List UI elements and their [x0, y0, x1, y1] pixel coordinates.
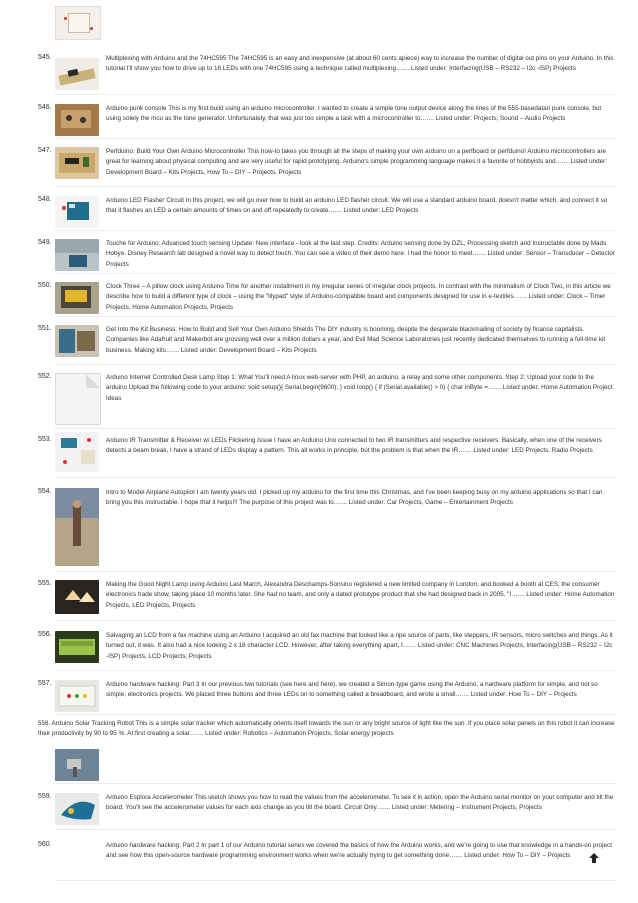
item-description: Arduino IR Transmitter & Receiver w/ LEDs Flickering Issue I have an Arduino Uno connected to two IR transmitters and respective receivers. Basically, when one of the receivers detects a beam break, I have a strand of LEDs display a pattern. This all works in principle, but the problem is that when the IR….... Listed under: LED Projects, Radio Projects — [106, 437, 602, 455]
item-description: Touche for Arduino: Advanced touch sensing Update: New interface - look at the last step. Credits: Arduino sensing done by DZL, Processing sketch and Instructable done by Mads Hobye. Disney Research lab designed a novel way to detect touch. You can see a video of their demo here: I had the honor to meet….... Listed under: Sensor – Transducer – Detector Projects — [106, 240, 615, 268]
divider — [55, 477, 616, 478]
thumbnail[interactable] — [55, 631, 99, 663]
thumbnail[interactable] — [55, 488, 99, 566]
divider — [55, 273, 616, 274]
item-description: Salvaging an LCD from a fax machine using an Arduino I acquired an old fax machine that looked like a ripe source of parts, like steppers, IR sensors, micro switches and things. As it turned out, it was. It also had a nice looking 2 x 16 character LCD. However, after taking everything apart, I….... Listed under: CNC Machines Projects, Interfacing(USB – RS232 – I2c -ISP) Projects, LCD Projects, Projects — [106, 632, 613, 660]
thumbnail[interactable] — [55, 749, 99, 781]
item-number: 557. — [38, 680, 52, 687]
item-description: Arduino punk console This is my first build using an arduino microcontroller. I wanted to create a simple tone output device along the lines of the 555-basedatari punk console, but using solely the mcu as the tone generator. Unfortunately, that was just too simple a task with a microcontroller to….... Listed under: Projects, Sound – Audio Projects — [106, 105, 602, 123]
item-number: 560. — [38, 841, 52, 848]
item-description: 558. Arduino Solar Tracking Robot This is a simple solar tracker which automatically orients itself towards the sun or any bright source of light like the sun .If you place solar panels on this robot it can increase their productivity by 90 to 95 %. At first creating a solar….... Listed under: Robotics – Automation Projects, Solar energy projects — [38, 720, 615, 738]
item-description: Multiplexing with Arduino and the 74HC595 The 74HC595 is an easy and inexpensive (at about 60 cents apiece) way to increase the number of digital out pins on your Arduino. In this tutorial I'll show you how to drive up to 16 LEDs with one 74HC595 using a technique called multiplexing….... Listed under: Interfacing(USB – RS232 – I2c -ISP) Projects — [106, 55, 614, 73]
item-number: 555. — [38, 580, 52, 587]
item-number: 552. — [38, 373, 52, 380]
item-number: 554. — [38, 488, 52, 495]
item-number: 547. — [38, 147, 52, 154]
item-description: Arduino hardware hacking: Part 2 In part 1 of our Arduino tutorial series we covered the basics of how the Arduino works, and we're going to use that knowledge in a hands-on project and see how this open-source hardware programming environment works when we're actually trying to get something done….... Listed under: How To – DIY – Projects — [106, 842, 612, 860]
divider — [55, 186, 616, 187]
item-number: 550. — [38, 282, 52, 289]
thumbnail[interactable] — [55, 147, 99, 179]
divider — [55, 783, 616, 784]
divider — [55, 670, 616, 671]
divider — [55, 620, 616, 621]
divider — [55, 428, 616, 429]
top-thumbnail[interactable] — [55, 6, 101, 40]
thumbnail[interactable] — [55, 580, 99, 614]
thumbnail[interactable] — [55, 680, 99, 712]
item-number: 559. — [38, 793, 52, 800]
item-description: Perfduino: Build Your Own Arduino Microcontroller This how-to takes you through all the steps of making your own arduino on a perfboard or perfduino! Arduino microcontrollers are great for learning about physical computing and are very useful for rapid prototyping. Arduino's simple programming language makes it a favorite of hobbyists and….... Listed under: Development Board – Kits Projects, How To – DIY – Projects, Projects — [106, 148, 608, 176]
divider — [55, 829, 616, 830]
item-description: Arduino Esplora Accelerometer This sketch shows you how to read the values from the accelerometer. To see it in action, open the Arduino serial monitor on your computer and tilt the board. You'll see the accelerometer values for each axis change as you tilt the board. Circuit Only….... Listed under: Metering – Instrument Projects, Projects — [106, 794, 614, 812]
item-description: Get Into the Kit Business: How to Build and Sell Your Own Arduino Shields The DIY industry is booming, despite the desperate blackmailing of society by finance capitalists. Companies like Adafruit and Makerbot are grossing well over a million dollars a year, and Evil Mad Science Laboratories just recently dedicated themselves to running a full-time kit business. Making kits….... Listed under: Development Board – Kits Projects — [106, 326, 606, 354]
item-description: Arduino LED Flasher Circuit In this project, we will go over how to build an arduino LED flasher circuit. We will use a standard arduino board, doesn't matter which, and connect it so that it flashes an LED a certain amounts of times on and off repeatedly to create….... Listed under: LED Projects — [106, 197, 608, 215]
item-description: Intro to Model Airplane Autopilot I am twenty years old. I picked up my arduino for the first time this Christmas, and I've been keeping busy on my arduino applications so that I can bring you this instructable. I hope that it helps!!! The purpose of this project was to….... Listed under: Car Projects, Game – Entertainment Projects — [106, 489, 603, 507]
thumbnail[interactable] — [55, 325, 99, 357]
item-number: 548. — [38, 196, 52, 203]
divider — [55, 138, 616, 139]
thumbnail[interactable] — [55, 239, 99, 271]
divider — [55, 230, 616, 231]
divider — [55, 714, 616, 715]
item-description: Making the Good Night Lamp using Arduino Last March, Alexandra Deschamps-Sonsino registered a new limited company in London, and booked a booth at CES, the consumer electronics trade show, taking place 10 months later. She had no team, and only a dated prototype product that she had designed back in 2005. "I….... Listed under: Home Automation Projects, LED Projects, Projects — [106, 581, 615, 609]
item-description: Arduino Internet Controlled Desk Lamp Step 1: What You'll need A linux web-server with PHP, an arduino, a relay and some other components. Step 2: Upload your code to the arduino Upload the following code to your arduino: void setup(){ Serial.begin(9600); } void loop() { if (Serial.available() > 0) { char inByte =….... Listed under: Home Automation Project Ideas — [106, 374, 613, 402]
item-number: 549. — [38, 239, 52, 246]
divider — [55, 316, 616, 317]
divider — [55, 94, 616, 95]
thumbnail[interactable] — [55, 793, 99, 825]
item-number: 546. — [38, 104, 52, 111]
item-number: 551. — [38, 325, 52, 332]
divider — [55, 571, 616, 572]
item-description: Arduino hardware hacking: Part 3 In our previous two tutorials (see here and here), we created a Simon-type game using the Arduino, a hardware platform for simple, and not so simple, electronics projects. We placed three buttons and three LEDs on to something called a breadboard, and wrote a small….... Listed under: How To – DIY – Projects — [106, 681, 598, 699]
item-number: 545. — [38, 54, 52, 61]
thumbnail[interactable] — [55, 282, 99, 314]
arrow-up-icon[interactable] — [589, 850, 599, 860]
divider — [55, 364, 616, 365]
item-number: 553. — [38, 436, 52, 443]
item-number: 556. — [38, 631, 52, 638]
divider — [55, 880, 616, 881]
item-description: Clock Three – A pillow clock using Arduino Time for another installment in my irregular series of irregular clock projects. In contrast with the minimalism of Clock Two, in this article we describe how to build a different type of clock – using the "lilypad" style of Arduino-compatible board and components designed for use in e-textiles….... Listed under: Clock – Timer Projects, Home Automation Projects, Projects — [106, 283, 611, 311]
thumbnail[interactable] — [55, 58, 99, 90]
thumbnail[interactable] — [55, 196, 99, 228]
thumbnail[interactable] — [55, 432, 99, 472]
document-icon[interactable] — [55, 373, 101, 425]
thumbnail[interactable] — [55, 104, 99, 136]
